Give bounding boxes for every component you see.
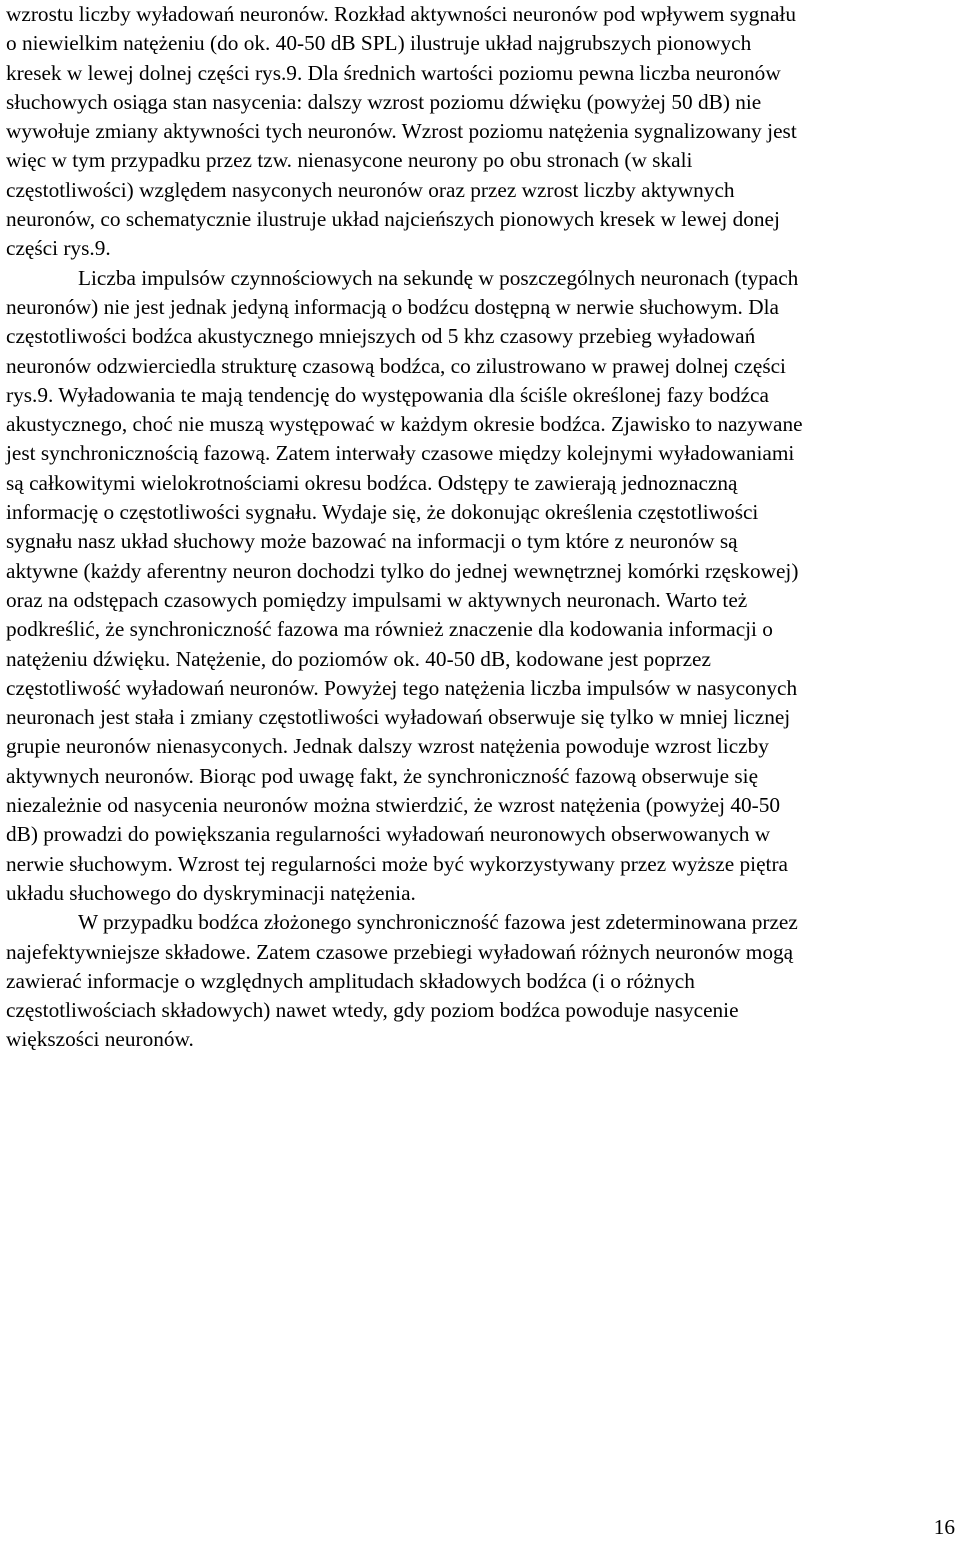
text-line: więc w tym przypadku przez tzw. nienasycone neurony po obu stronach (w skali — [6, 148, 693, 173]
text-line: częstotliwość wyładowań neuronów. Powyżej tego natężenia liczba impulsów w nasyconych — [6, 675, 798, 700]
text-line: oraz na odstępach czasowych pomiędzy impulsami w aktywnych neuronach. Warto też — [6, 587, 748, 612]
page-number: 16 — [933, 1515, 955, 1539]
text-line: częstotliwości bodźca akustycznego mniejszych od 5 khz czasowy przebieg wyładowań — [6, 324, 756, 349]
text-line: rys.9. Wyładowania te mają tendencję do występowania dla ściśle określonej fazy bodźca — [6, 382, 769, 407]
text-line: wywołuje zmiany aktywności tych neuronów. Wzrost poziomu natężenia sygnalizowany jest — [6, 119, 797, 144]
text-line: aktywnych neuronów. Biorąc pod uwagę fakt, że synchroniczność fazową obserwuje się — [6, 763, 759, 788]
text-line: części rys.9. — [6, 236, 111, 261]
text-line: jest synchronicznością fazową. Zatem interwały czasowe między kolejnymi wyładowaniami — [6, 441, 795, 466]
text-line: niezależnie od nasycenia neuronów można stwierdzić, że wzrost natężenia (powyżej 40-50 — [6, 793, 781, 818]
text-line: sygnału nasz układ słuchowy może bazować na informacji o tym które z neuronów są — [6, 529, 738, 554]
text-line: neuronów odzwierciedla strukturę czasową bodźca, co zilustrowano w prawej dolnej części — [6, 353, 786, 378]
text-line: nerwie słuchowym. Wzrost tej regularności może być wykorzystywany przez wyższe piętra — [6, 851, 788, 876]
text-line: grupie neuronów nienasyconych. Jednak dalszy wzrost natężenia powoduje wzrost liczby — [6, 734, 769, 759]
paragraph-neuron-activity — [6, 0, 951, 264]
text-line: częstotliwości) względem nasyconych neuronów oraz przez wzrost liczby aktywnych — [6, 177, 735, 202]
text-line: zawierać informacje o względnych amplitudach składowych bodźca (i o różnych — [6, 968, 695, 993]
text-line: neuronów, co schematycznie ilustruje układ najcieńszych pionowych kresek w lewej donej — [6, 207, 780, 232]
paragraph-complex-stimulus — [6, 908, 951, 1054]
paragraph-impulse-count — [6, 264, 951, 909]
text-line: słuchowych osiąga stan nasycenia: dalszy wzrost poziomu dźwięku (powyżej 50 dB) nie — [6, 89, 762, 114]
text-line: neuronów) nie jest jednak jedyną informacją o bodźcu dostępną w nerwie słuchowym. Dla — [6, 294, 779, 319]
document-page — [6, 0, 951, 1055]
text-line: informację o częstotliwości sygnału. Wydaje się, że dokonując określenia częstotliwości — [6, 500, 759, 525]
text-line: Liczba impulsów czynnościowych na sekundę w poszczególnych neuronach (typach — [78, 265, 799, 290]
text-line: kresek w lewej dolnej części rys.9. Dla średnich wartości poziomu pewna liczba neuronów — [6, 60, 781, 85]
text-line: natężeniu dźwięku. Natężenie, do poziomów ok. 40-50 dB, kodowane jest poprzez — [6, 646, 711, 671]
text-line: podkreślić, że synchroniczność fazowa ma również znaczenie dla kodowania informacji o — [6, 617, 773, 642]
text-line: W przypadku bodźca złożonego synchroniczność fazowa jest zdeterminowana przez — [78, 910, 798, 935]
text-line: o niewielkim natężeniu (do ok. 40-50 dB SPL) ilustruje układ najgrubszych pionowych — [6, 31, 752, 56]
text-line: częstotliwościach składowych) nawet wtedy, gdy poziom bodźca powoduje nasycenie — [6, 998, 739, 1023]
text-line: najefektywniejsze składowe. Zatem czasowe przebiegi wyładowań różnych neuronów mogą — [6, 939, 794, 964]
text-line: neuronach jest stała i zmiany częstotliwości wyładowań obserwuje się tylko w mniej licznej — [6, 705, 791, 730]
text-line: dB) prowadzi do powiększania regularności wyładowań neuronowych obserwowanych w — [6, 822, 771, 847]
text-line: większości neuronów. — [6, 1027, 194, 1052]
text-line: aktywne (każdy aferentny neuron dochodzi tylko do jednej wewnętrznej komórki rzęskowej) — [6, 558, 799, 583]
text-line: układu słuchowego do dyskryminacji natężenia. — [6, 880, 416, 905]
text-line: są całkowitymi wielokrotnościami okresu bodźca. Odstępy te zawierają jednoznaczną — [6, 470, 738, 495]
text-line: wzrostu liczby wyładowań neuronów. Rozkład aktywności neuronów pod wpływem sygnału — [6, 2, 796, 26]
text-line: akustycznego, choć nie muszą występować w każdym okresie bodźca. Zjawisko to nazywane — [6, 412, 803, 437]
